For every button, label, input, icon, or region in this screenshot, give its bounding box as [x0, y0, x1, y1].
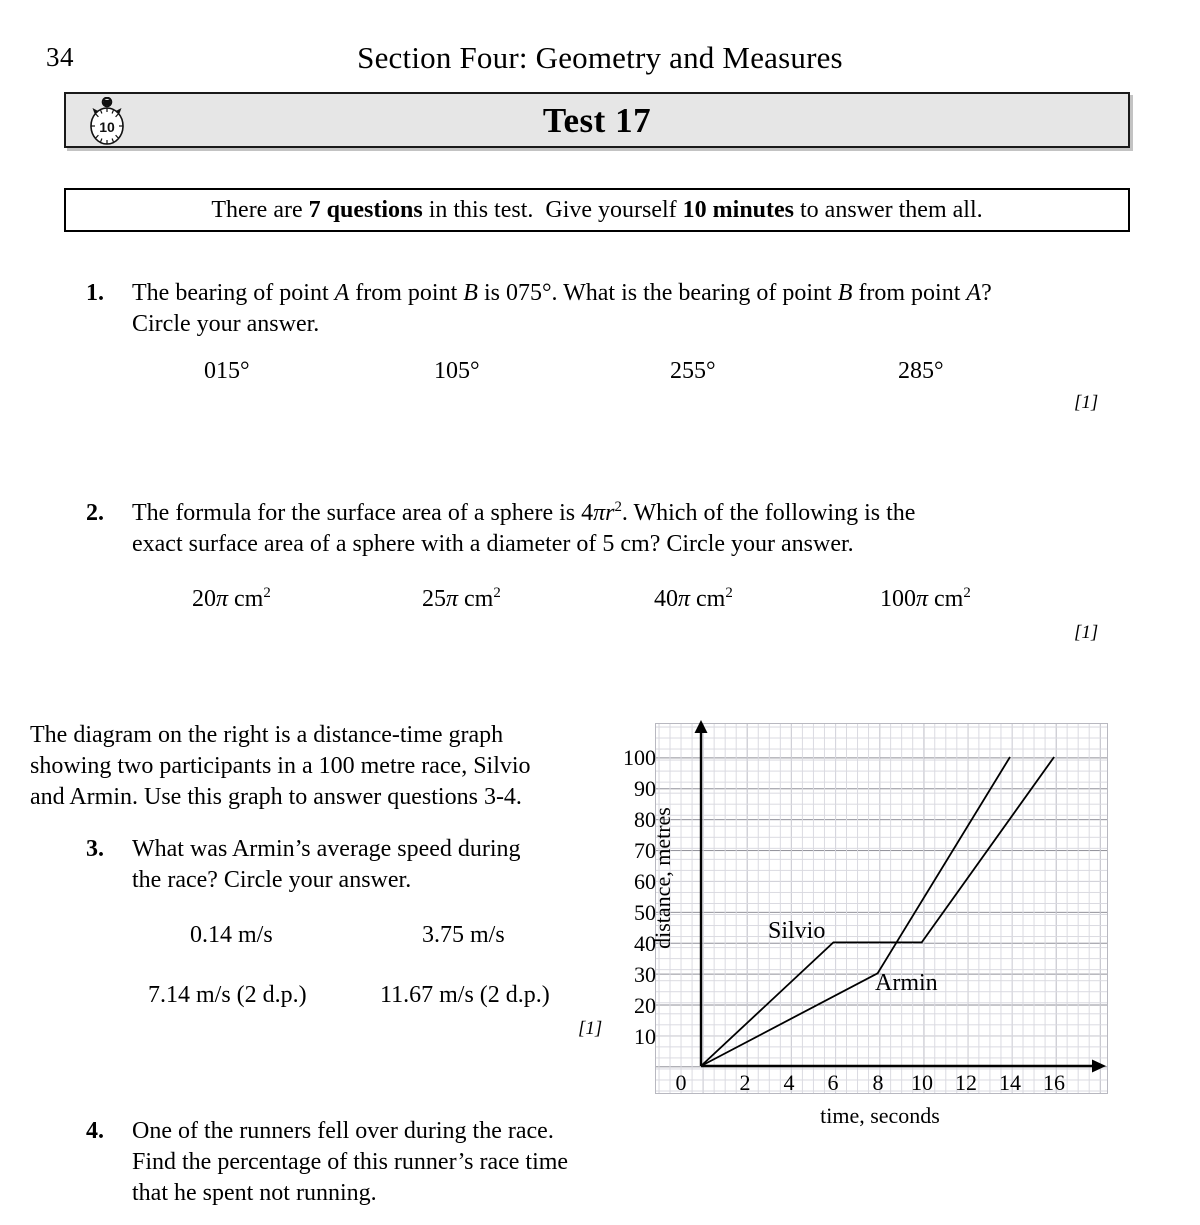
question-4-text: [132, 1116, 602, 1209]
question-2-text: [132, 498, 1072, 560]
question-3-number: 3.: [86, 836, 104, 862]
y-tick-30: 30: [634, 962, 656, 987]
test-banner: [64, 92, 1130, 148]
q1-option-4[interactable]: 285°: [898, 358, 944, 384]
q2-exponent: 2: [614, 499, 622, 515]
graph-intro-line-1: The diagram on the right is a distance-time graph: [30, 722, 504, 748]
q1-var-a: A: [334, 280, 350, 306]
instruction-prefix: There are: [211, 196, 309, 223]
instruction-question-count: 7 questions: [308, 196, 423, 223]
q3-option-3[interactable]: 7.14 m/s (2 d.p.): [148, 982, 307, 1008]
y-tick-60: 60: [634, 869, 656, 894]
question-2-number: 2.: [86, 500, 104, 526]
q1-line2: Circle your answer.: [132, 311, 320, 337]
series-silvio-line: [701, 757, 1054, 1066]
q1-option-1[interactable]: 015°: [204, 358, 250, 384]
q2-pi: π: [593, 500, 606, 526]
y-tick-20: 20: [634, 993, 656, 1018]
x-tick-16: 16: [1043, 1070, 1065, 1095]
x-tick-14: 14: [999, 1070, 1021, 1095]
y-tick-10: 10: [634, 1024, 656, 1049]
x-tick-4: 4: [783, 1070, 795, 1095]
q3-option-4[interactable]: 11.67 m/s (2 d.p.): [380, 982, 550, 1008]
y-tick-80: 80: [634, 807, 656, 832]
x-tick-0: 0: [675, 1070, 687, 1095]
question-2-marks: [1]: [1074, 622, 1099, 643]
q2-option-3[interactable]: 40π $cm^2$: [654, 585, 733, 612]
x-tick-10: 10: [911, 1070, 933, 1095]
graph-intro-line-3: and Armin. Use this graph to answer questions 3-4.: [30, 784, 522, 810]
q1-seg-d: from point: [852, 280, 967, 306]
q1-seg-b: from point: [349, 280, 464, 306]
q4-line1: One of the runners fell over during the race.: [132, 1118, 554, 1144]
question-1-number: 1.: [86, 280, 104, 306]
q3-line1: What was Armin’s average speed during: [132, 836, 521, 862]
q1-seg-a: The bearing of point: [132, 280, 335, 306]
page-number: 34: [46, 42, 74, 72]
question-4-number: 4.: [86, 1118, 104, 1144]
q2-option-4[interactable]: 100π $cm^2$: [880, 585, 971, 612]
x-tick-2: 2: [739, 1070, 751, 1095]
y-tick-50: 50: [634, 900, 656, 925]
y-tick-70: 70: [634, 838, 656, 863]
q2-seg-b: . Which of the following is the: [621, 500, 916, 526]
q2-line2: exact surface area of a sphere with a diameter of 5 cm? Circle your answer.: [132, 531, 854, 557]
instruction-text: [211, 197, 982, 224]
q3-option-1[interactable]: 0.14 m/s: [190, 922, 273, 948]
y-tick-40: 40: [634, 931, 656, 956]
x-tick-8: 8: [872, 1070, 884, 1095]
q3-line2: the race? Circle your answer.: [132, 867, 412, 893]
q4-line2: Find the percentage of this runner’s race time: [132, 1149, 569, 1175]
graph-axes: [695, 720, 1107, 1073]
question-3-text: [132, 834, 602, 896]
question-1-marks: [1]: [1074, 392, 1099, 413]
section-title: Section Four: Geometry and Measures: [357, 40, 843, 75]
q3-option-2[interactable]: 3.75 m/s: [422, 922, 505, 948]
question-3-marks: [1]: [578, 1018, 603, 1039]
q1-var-d: A: [966, 280, 982, 306]
question-2-options: [0, 586, 1200, 616]
q2-seg-a: The formula for the surface area of a sphere is 4: [132, 500, 594, 526]
series-armin-line: [701, 757, 1010, 1066]
q1-seg-c: is 075°. What is the bearing of point: [477, 280, 838, 306]
q1-option-3[interactable]: 255°: [670, 358, 716, 384]
x-tick-12: 12: [955, 1070, 977, 1095]
instruction-suffix: to answer them all.: [794, 196, 983, 223]
q1-option-2[interactable]: 105°: [434, 358, 480, 384]
x-axis-label: time, seconds: [820, 1103, 940, 1128]
y-axis-label: distance, metres: [650, 807, 675, 949]
q2-radius-var: r: [605, 500, 615, 526]
y-tick-100: 100: [623, 745, 656, 770]
stopwatch-value: 10: [99, 119, 115, 135]
series-label-armin: Armin: [875, 970, 938, 996]
graph-intro-line-2: showing two participants in a 100 metre race, Silvio: [30, 753, 531, 779]
x-tick-6: 6: [827, 1070, 839, 1095]
q2-option-1[interactable]: 20π $cm^2$: [192, 585, 271, 612]
graph-intro-text: [30, 720, 620, 813]
test-title: Test 17: [542, 101, 652, 140]
y-tick-90: 90: [634, 776, 656, 801]
series-label-silvio: Silvio: [768, 918, 826, 944]
q1-var-b: B: [463, 280, 478, 306]
q1-var-c: B: [837, 280, 853, 306]
instruction-middle: in this test. Give yourself: [422, 196, 683, 223]
q4-line3: that he spent not running.: [132, 1180, 377, 1206]
q2-option-2[interactable]: 25π $cm^2$: [422, 585, 501, 612]
q1-seg-e: ?: [981, 280, 992, 306]
instruction-time-limit: 10 minutes: [682, 196, 794, 223]
instruction-box: [64, 188, 1130, 232]
question-1-text: [132, 278, 1072, 340]
question-1-options: [0, 358, 1200, 388]
distance-time-graph: [620, 715, 1120, 1135]
